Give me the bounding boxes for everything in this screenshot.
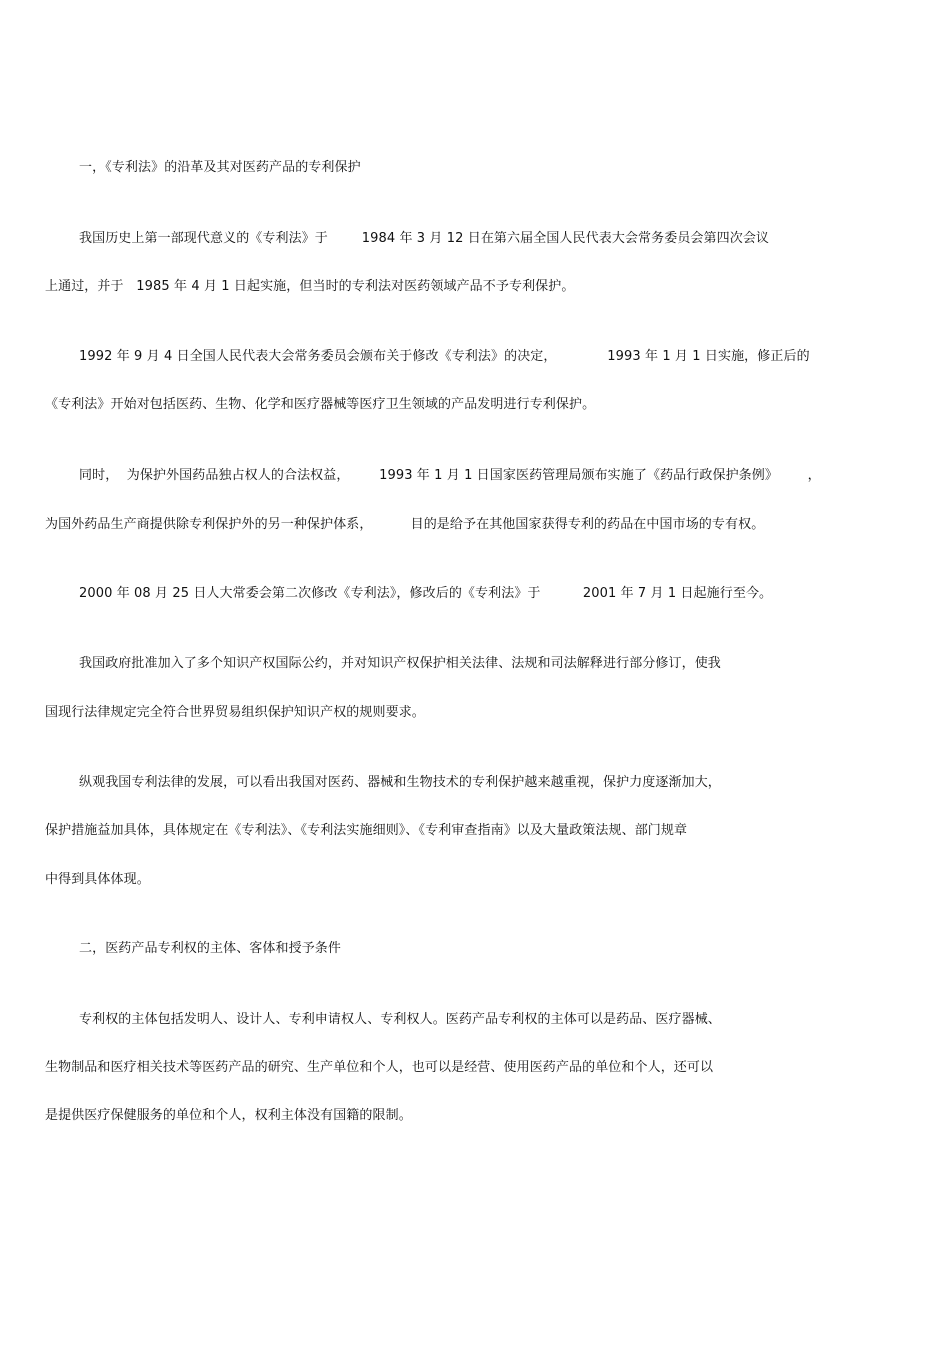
paragraph-line: 纵观我国专利法律的发展，可以看出我国对医药、器械和生物技术的专利保护越来越重视，保护力度逐渐加大， (79, 775, 721, 790)
paragraph-line: 我国政府批准加入了多个知识产权国际公约，并对知识产权保护相关法律、法规和司法解释进行部分修订，使我 (79, 656, 721, 671)
paragraph-line: 国现行法律规定完全符合世界贸易组织保护知识产权的规则要求。 (45, 705, 425, 720)
paragraph-line: 生物制品和医疗相关技术等医药产品的研究、生产单位和个人，也可以是经营、使用医药产品的单位和个人，还可以 (45, 1060, 714, 1075)
paragraph-line: 《专利法》开始对包括医药、生物、化学和医疗器械等医疗卫生领域的产品发明进行专利保护。 (45, 397, 596, 412)
paragraph-line: 中得到具体体现。 (45, 872, 150, 887)
paragraph-line: 是提供医疗保健服务的单位和个人，权利主体没有国籍的限制。 (45, 1108, 412, 1123)
paragraph-line: 2000 年 08 月 25 日人大常委会第二次修改《专利法》，修改后的《专利法》于 2001 年 7 月 1 日起施行至今。 (79, 586, 773, 601)
paragraph-line: 保护措施益加具体，具体规定在《专利法》、《专利法实施细则》、《专利审查指南》以及大量政策法规、部门规章 (45, 823, 688, 838)
section-heading-2: 二，医药产品专利权的主体、客体和授予条件 (79, 941, 342, 956)
paragraph-line: 1992 年 9 月 4 日全国人民代表大会常务委员会颁布关于修改《专利法》的决定， 1993 年 1 月 1 日实施，修正后的 (79, 349, 810, 364)
paragraph-line: 专利权的主体包括发明人、设计人、专利申请权人、专利权人。医药产品专利权的主体可以是药品、医疗器械、 (79, 1012, 721, 1027)
paragraph-line: 我国历史上第一部现代意义的《专利法》于 1984 年 3 月 12 日在第六届全国人民代表大会常务委员会第四次会议 (79, 231, 770, 246)
paragraph-line: 上通过，并于 1985 年 4 月 1 日起实施，但当时的专利法对医药领域产品不予专利保护。 (45, 279, 575, 294)
paragraph-line: 同时， 为保护外国药品独占权人的合法权益， 1993 年 1 月 1 日国家医药管理局颁布实施了《药品行政保护条例》 ， (79, 468, 821, 483)
section-heading-1: 一，《专利法》的沿革及其对医药产品的专利保护 (79, 160, 361, 175)
paragraph-line: 为国外药品生产商提供除专利保护外的另一种保护体系， 目的是给予在其他国家获得专利的药品在中国市场的专有权。 (45, 517, 765, 532)
